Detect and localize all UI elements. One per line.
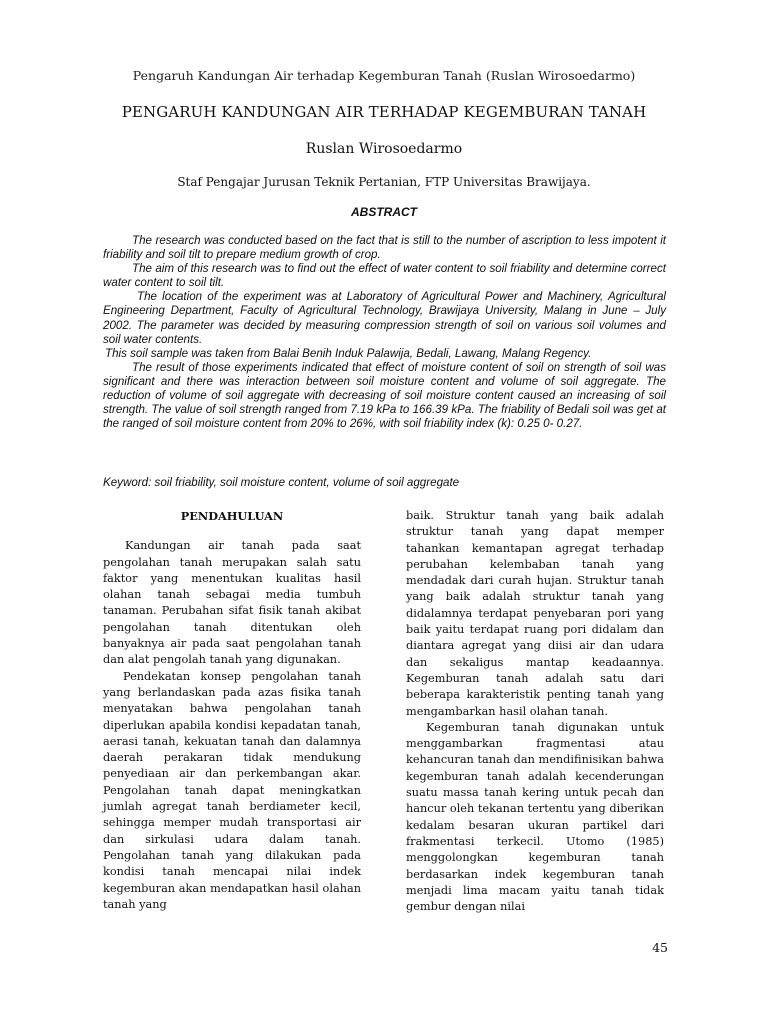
running-header: Pengaruh Kandungan Air terhadap Kegemburan Tanah (Ruslan Wirosoedarmo) <box>132 68 636 83</box>
body-paragraph: baik. Struktur tanah yang baik adalah struktur tanah yang dapat memper tahankan kemantapan agregat terhadap perubahan kelembaban tanah yang mendadak dari curah hujan. Struktur tanah yang baik adalah struktur tanah yang didalamnya terdapat penyebaran pori yang baik yaitu terdapat ruang pori didalam dan diantara agregat yang diisi air dan udara dan sekaligus mantap keadaannya. Kegemburan tanah adalah satu dari beberapa karakteristik penting tanah yang mengambarkan hasil olahan tanah. <box>406 509 664 718</box>
page-number: 45 <box>652 940 668 955</box>
author-affiliation: Staf Pengajar Jurusan Teknik Pertanian, FTP Universitas Brawijaya. <box>177 175 591 189</box>
author-name: Ruslan Wirosoedarmo <box>305 141 463 157</box>
abstract-heading: ABSTRACT <box>351 205 417 219</box>
abstract-paragraph: The aim of this research was to find out the effect of water content to soil friability and determine correct water content to soil tilt. <box>103 262 666 290</box>
abstract-paragraph: The location of the experiment was at Laboratory of Agricultural Power and Machinery, Agricultural Engineering Department, Faculty of Agricultural Technology, Brawijaya University, Malang in June – July 2002. The parameter was decided by measuring compression strength of soil on various soil volumes and soil water contents. <box>103 290 666 346</box>
keywords: Keyword: soil friability, soil moisture content, volume of soil aggregate <box>103 476 460 489</box>
abstract-paragraph: The result of those experiments indicated that effect of moisture content of soil on strength of soil was significant and there was interaction between soil moisture content and volume of soil aggregate. The reduction of volume of soil aggregate with decreasing of soil moisture content caused an increasing of soil strength. The value of soil strength ranged from 7.19 kPa to 166.39 kPa. The friability of Bedali soil was get at the ranged of soil moisture content from 20% to 26%, with soil friability index (k): 0.25 0- 0.27. <box>103 360 666 431</box>
body-paragraph: Kegemburan tanah digunakan untuk menggambarkan fragmentasi atau kehancuran tanah dan mendifinisikan bahwa kegemburan tanah adalah kecenderungan suatu massa tanah kering untuk pecah dan hancur oleh tekanan tertentu yang diberikan kedalam besaran ukuran partikel dari frakmentasi terkecil. Utomo (1985) menggolongkan kegemburan tanah berdasarkan indek kegemburan tanah menjadi lima macam yaitu tanah tidak gembur dengan nilai <box>406 720 664 914</box>
paper-title: PENGARUH KANDUNGAN AIR TERHADAP KEGEMBURAN TANAH <box>121 103 647 121</box>
abstract-body <box>103 234 666 431</box>
left-column <box>103 508 361 913</box>
right-column <box>406 508 664 915</box>
section-heading: PENDAHULUAN <box>180 509 284 523</box>
body-paragraph: Pendekatan konsep pengolahan tanah yang berlandaskan pada azas fisika tanah menyatakan bahwa pengolahan tanah diperlukan apabila kondisi kepadatan tanah, aerasi tanah, kekuatan tanah dan dalamnya daerah perakaran tidak mendukung penyediaan air dan perkembangan akar. Pengolahan tanah dapat meningkatkan jumlah agregat tanah berdiameter kecil, sehingga memper mudah transportasi air dan sirkulasi udara dalam tanah. Pengolahan tanah yang dilakukan pada kondisi tanah mencapai nilai indek kegemburan akan mendapatkan hasil olahan tanah yang <box>103 669 361 911</box>
body-paragraph: Kandungan air tanah pada saat pengolahan tanah merupakan salah satu faktor yang menentukan kualitas hasil olahan tanah sebagai media tumbuh tanaman. Perubahan sifat fisik tanah akibat pengolahan tanah ditentukan oleh banyaknya air pada saat pengolahan tanah dan alat pengolah tanah yang digunakan. <box>103 539 361 667</box>
abstract-paragraph: This soil sample was taken from Balai Benih Induk Palawija, Bedali, Lawang, Malang Regency. <box>105 346 592 360</box>
abstract-paragraph: The research was conducted based on the fact that is still to the number of ascription to less impotent it friability and soil tilt to prepare medium growth of crop. <box>103 234 666 262</box>
